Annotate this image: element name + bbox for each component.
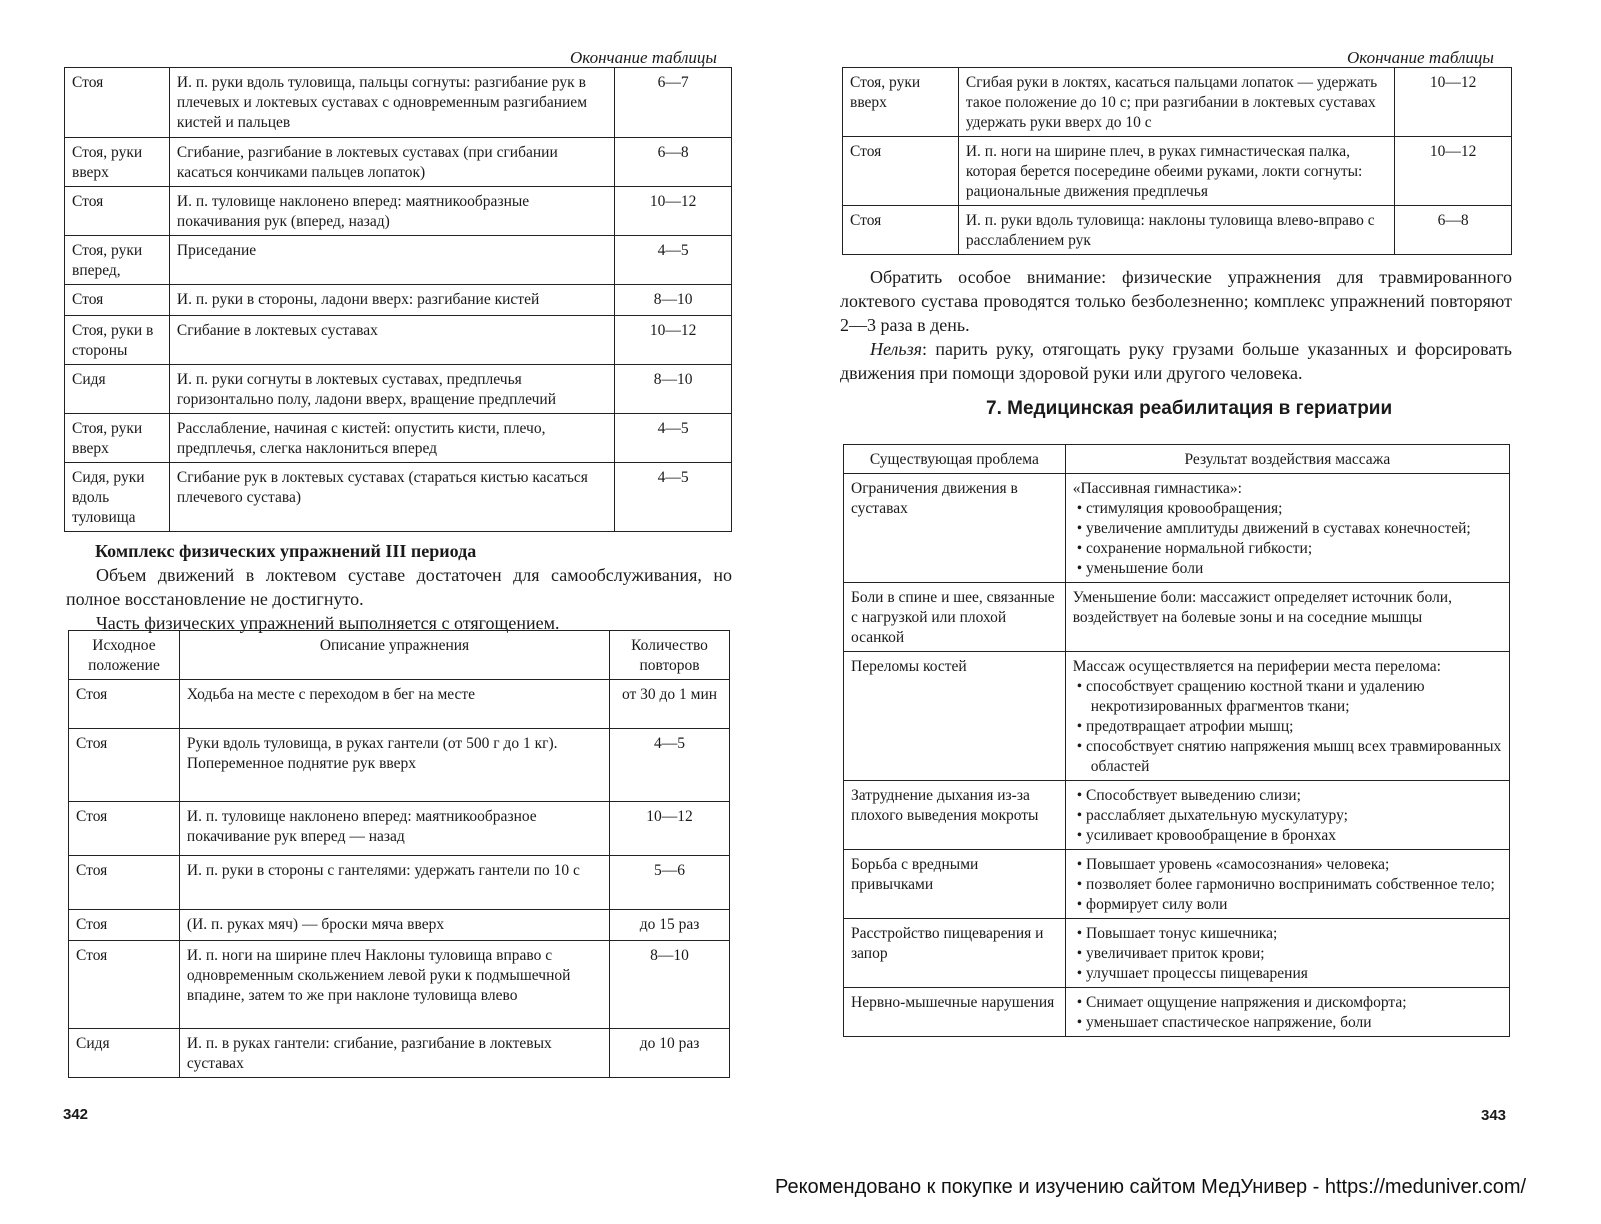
table-row — [844, 781, 1510, 850]
table-row — [844, 583, 1510, 652]
table-row — [843, 206, 1512, 255]
bullet-list — [1073, 786, 1502, 846]
problem-cell: Боли в спине и шее, связанные с нагрузкой или плохой осанкой — [844, 583, 1066, 652]
description-cell: И. п. ноги на ширине плеч, в руках гимнастическая палка, которая берется посередине обеими руками, локти согнуты: рациональные движения предплечья — [958, 137, 1394, 206]
table-row — [843, 137, 1512, 206]
description-cell: И. п. руки вдоль туловища, пальцы согнуты: разгибание рук в плечевых и локтевых суставах с одновременным разгибанием кистей и пальцев — [169, 68, 614, 138]
result-cell — [1065, 988, 1509, 1037]
result-cell — [1065, 652, 1509, 781]
bullet-item: • расслабляет дыхательную мускулатуру; — [1073, 806, 1502, 826]
result-lead: Массаж осуществляется на периферии места перелома: — [1072, 658, 1441, 675]
table-body — [69, 680, 730, 1078]
paragraph: Обратить особое внимание: физические упражнения для травмированного локтевого сустава проводятся только безболезненно; комплекс упражнений повторяют 2—3 раза в день. — [840, 267, 1512, 335]
bullet-list — [1073, 855, 1502, 915]
position-cell: Стоя — [843, 137, 959, 206]
repetitions-cell: 6—8 — [615, 138, 732, 187]
table-row — [69, 856, 730, 910]
position-cell: Стоя — [69, 680, 180, 729]
bullet-item: • увеличение амплитуды движений в суставах конечностей; — [1073, 519, 1502, 539]
table-row — [843, 68, 1512, 137]
description-cell: И. п. руки согнуты в локтевых суставах, предплечья горизонтально полу, ладони вверх, вращение предплечий — [169, 365, 614, 414]
description-cell: Приседание — [169, 236, 614, 285]
bullet-item: • формирует силу воли — [1073, 895, 1502, 915]
table-row — [65, 414, 732, 463]
description-cell: И. п. туловище наклонено вперед: маятникообразное покачивание рук вперед — назад — [179, 802, 609, 856]
notes-text — [840, 265, 1512, 385]
description-cell: И. п. туловище наклонено вперед: маятникообразные покачивания рук (вперед, назад) — [169, 187, 614, 236]
bullet-item: • Повышает тонус кишечника; — [1073, 924, 1502, 944]
result-lead: Уменьшение боли: массажист определяет источник боли, воздействует на болевые зоны и на соседние мышцы — [1072, 589, 1452, 626]
table-row — [844, 919, 1510, 988]
repetitions-cell: 10—12 — [615, 316, 732, 365]
table-row — [65, 138, 732, 187]
problem-cell: Борьба с вредными привычками — [844, 850, 1066, 919]
position-cell: Сидя — [65, 365, 170, 414]
position-cell: Стоя — [65, 285, 170, 316]
bullet-item: • предотвращает атрофии мышц; — [1073, 717, 1502, 737]
section-heading: Комплекс физических упражнений III периода — [95, 541, 477, 561]
header-result: Результат воздействия массажа — [1065, 445, 1509, 474]
position-cell: Стоя, руки в стороны — [65, 316, 170, 365]
position-cell: Сидя, руки вдоль туловища — [65, 463, 170, 532]
page-number: 342 — [63, 1106, 89, 1123]
table-row — [844, 988, 1510, 1037]
table-continuation-label: Окончание таблицы — [570, 48, 717, 67]
bullet-item: • увеличивает приток крови; — [1073, 944, 1502, 964]
position-cell: Стоя — [69, 729, 180, 802]
description-cell: Руки вдоль туловища, в руках гантели (от 500 г до 1 кг). Попеременное поднятие рук вверх — [179, 729, 609, 802]
repetitions-cell: 4—5 — [615, 414, 732, 463]
table-header-row — [844, 445, 1510, 474]
bullet-item: • улучшает процессы пищеварения — [1073, 964, 1502, 984]
table-body — [65, 68, 732, 532]
table-row — [65, 236, 732, 285]
table-row — [69, 941, 730, 1029]
description-cell: (И. п. руках мяч) — броски мяча вверх — [179, 910, 609, 941]
position-cell: Стоя — [69, 856, 180, 910]
bullet-item: • уменьшает спастическое напряжение, боли — [1073, 1013, 1502, 1033]
table-row — [65, 285, 732, 316]
bullet-item: • способствует снятию напряжения мышц всех травмированных областей — [1073, 737, 1502, 777]
description-cell: Сгибание рук в локтевых суставах (стараться кистью касаться плечевого сустава) — [169, 463, 614, 532]
table-row — [69, 729, 730, 802]
result-cell — [1065, 850, 1509, 919]
table-body — [843, 68, 1512, 255]
table-continuation-label: Окончание таблицы — [1347, 48, 1494, 67]
bullet-item: • Снимает ощущение напряжения и дискомфорта; — [1073, 993, 1502, 1013]
paragraph-text: : парить руку, отягощать руку грузами больше указанных и форсировать движения при помощи здоровой руки или другого человека. — [840, 339, 1512, 383]
bullet-item: • стимуляция кровообращения; — [1073, 499, 1502, 519]
repetitions-cell: 4—5 — [615, 236, 732, 285]
geriatric-massage-table — [843, 444, 1510, 1037]
repetitions-cell: 10—12 — [1395, 137, 1512, 206]
bullet-item: • уменьшение боли — [1073, 559, 1502, 579]
table-row — [844, 652, 1510, 781]
bullet-item: • Способствует выведению слизи; — [1073, 786, 1502, 806]
repetitions-cell: 4—5 — [615, 463, 732, 532]
problem-cell: Переломы костей — [844, 652, 1066, 781]
position-cell: Стоя — [69, 910, 180, 941]
repetitions-cell: 4—5 — [610, 729, 730, 802]
paragraph — [840, 337, 1512, 385]
header-repetitions: Количество повторов — [610, 631, 730, 680]
position-cell: Стоя, руки вверх — [843, 68, 959, 137]
footer-note: Рекомендовано к покупке и изучению сайтом МедУнивер - https://meduniver.com/ — [775, 1176, 1527, 1198]
bullet-item: • усиливает кровообращение в бронхах — [1073, 826, 1502, 846]
position-cell: Стоя — [69, 941, 180, 1029]
position-cell: Стоя, руки вперед, — [65, 236, 170, 285]
description-cell: Расслабление, начиная с кистей: опустить кисти, плечо, предплечья, слегка наклониться вперед — [169, 414, 614, 463]
exercise-table-continued — [842, 67, 1512, 255]
left-page — [0, 0, 790, 1224]
table-row — [65, 68, 732, 138]
repetitions-cell: 8—10 — [610, 941, 730, 1029]
result-cell — [1065, 583, 1509, 652]
position-cell: Стоя, руки вверх — [65, 414, 170, 463]
result-cell — [1065, 781, 1509, 850]
exercise-table-continued — [64, 67, 732, 532]
description-cell: Сгибание, разгибание в локтевых суставах (при сгибании касаться кончиками пальцев лопаток) — [169, 138, 614, 187]
repetitions-cell: 8—10 — [615, 365, 732, 414]
bullet-item: • Повышает уровень «самосознания» человека; — [1073, 855, 1502, 875]
table-row — [844, 850, 1510, 919]
description-cell: Сгибание в локтевых суставах — [169, 316, 614, 365]
position-cell: Стоя — [65, 187, 170, 236]
position-cell: Стоя — [65, 68, 170, 138]
table-row — [65, 463, 732, 532]
repetitions-cell: 5—6 — [610, 856, 730, 910]
paragraph: Часть физических упражнений выполняется с отягощением. — [96, 613, 560, 633]
repetitions-cell: 10—12 — [615, 187, 732, 236]
table-header-row — [69, 631, 730, 680]
description-cell: И. п. в руках гантели: сгибание, разгибание в локтевых суставах — [179, 1029, 609, 1078]
bullet-list — [1073, 677, 1502, 777]
problem-cell: Нервно-мышечные нарушения — [844, 988, 1066, 1037]
emphasis: Нельзя — [870, 339, 922, 359]
table-row — [65, 187, 732, 236]
repetitions-cell: 6—7 — [615, 68, 732, 138]
position-cell: Стоя — [69, 802, 180, 856]
bullet-item: • способствует сращению костной ткани и удалению некротизированных фрагментов ткани; — [1073, 677, 1502, 717]
bullet-list — [1073, 924, 1502, 984]
repetitions-cell: 6—8 — [1395, 206, 1512, 255]
table-row — [69, 680, 730, 729]
header-problem: Существующая проблема — [844, 445, 1066, 474]
description-cell: И. п. руки в стороны, ладони вверх: разгибание кистей — [169, 285, 614, 316]
table-row — [844, 474, 1510, 583]
repetitions-cell: до 10 раз — [610, 1029, 730, 1078]
repetitions-cell: 8—10 — [615, 285, 732, 316]
table-body — [844, 474, 1510, 1037]
result-cell — [1065, 919, 1509, 988]
description-cell: Ходьба на месте с переходом в бег на месте — [179, 680, 609, 729]
description-cell: И. п. ноги на ширине плеч Наклоны туловища вправо с одновременным скольжением левой руки к подмышечной впадине, затем то же при наклоне туловища влево — [179, 941, 609, 1029]
bullet-list — [1073, 499, 1502, 579]
header-description: Описание упражнения — [179, 631, 609, 680]
table-row — [65, 316, 732, 365]
repetitions-cell: 10—12 — [1395, 68, 1512, 137]
table-row — [65, 365, 732, 414]
repetitions-cell: 10—12 — [610, 802, 730, 856]
table-row — [69, 1029, 730, 1078]
problem-cell: Расстройство пищеварения и запор — [844, 919, 1066, 988]
exercise-table-period-3 — [68, 630, 730, 1078]
section-text — [66, 563, 732, 635]
description-cell: И. п. руки в стороны с гантелями: удержать гантели по 10 с — [179, 856, 609, 910]
problem-cell: Затруднение дыхания из-за плохого выведения мокроты — [844, 781, 1066, 850]
repetitions-cell: до 15 раз — [610, 910, 730, 941]
section-heading: 7. Медицинская реабилитация в гериатрии — [986, 398, 1393, 419]
result-cell — [1065, 474, 1509, 583]
repetitions-cell: от 30 до 1 мин — [610, 680, 730, 729]
description-cell: Сгибая руки в локтях, касаться пальцами лопаток — удержать такое положение до 10 с; при разгибании в локтевых суставах удержать руки вверх до 10 с — [958, 68, 1394, 137]
header-position: Исходное положение — [69, 631, 180, 680]
table-row — [69, 910, 730, 941]
paragraph: Объем движений в локтевом суставе достаточен для самообслуживания, но полное восстановление не достигнуто. — [66, 565, 732, 609]
position-cell: Стоя, руки вверх — [65, 138, 170, 187]
bullet-list — [1073, 993, 1502, 1033]
position-cell: Стоя — [843, 206, 959, 255]
description-cell: И. п. руки вдоль туловища: наклоны туловища влево-вправо с расслаблением рук — [958, 206, 1394, 255]
right-page — [790, 0, 1601, 1224]
problem-cell: Ограничения движения в суставах — [844, 474, 1066, 583]
page-number: 343 — [1481, 1107, 1507, 1124]
result-lead: «Пассивная гимнастика»: — [1072, 480, 1242, 497]
table-row — [69, 802, 730, 856]
bullet-item: • сохранение нормальной гибкости; — [1073, 539, 1502, 559]
position-cell: Сидя — [69, 1029, 180, 1078]
bullet-item: • позволяет более гармонично воспринимать собственное тело; — [1073, 875, 1502, 895]
